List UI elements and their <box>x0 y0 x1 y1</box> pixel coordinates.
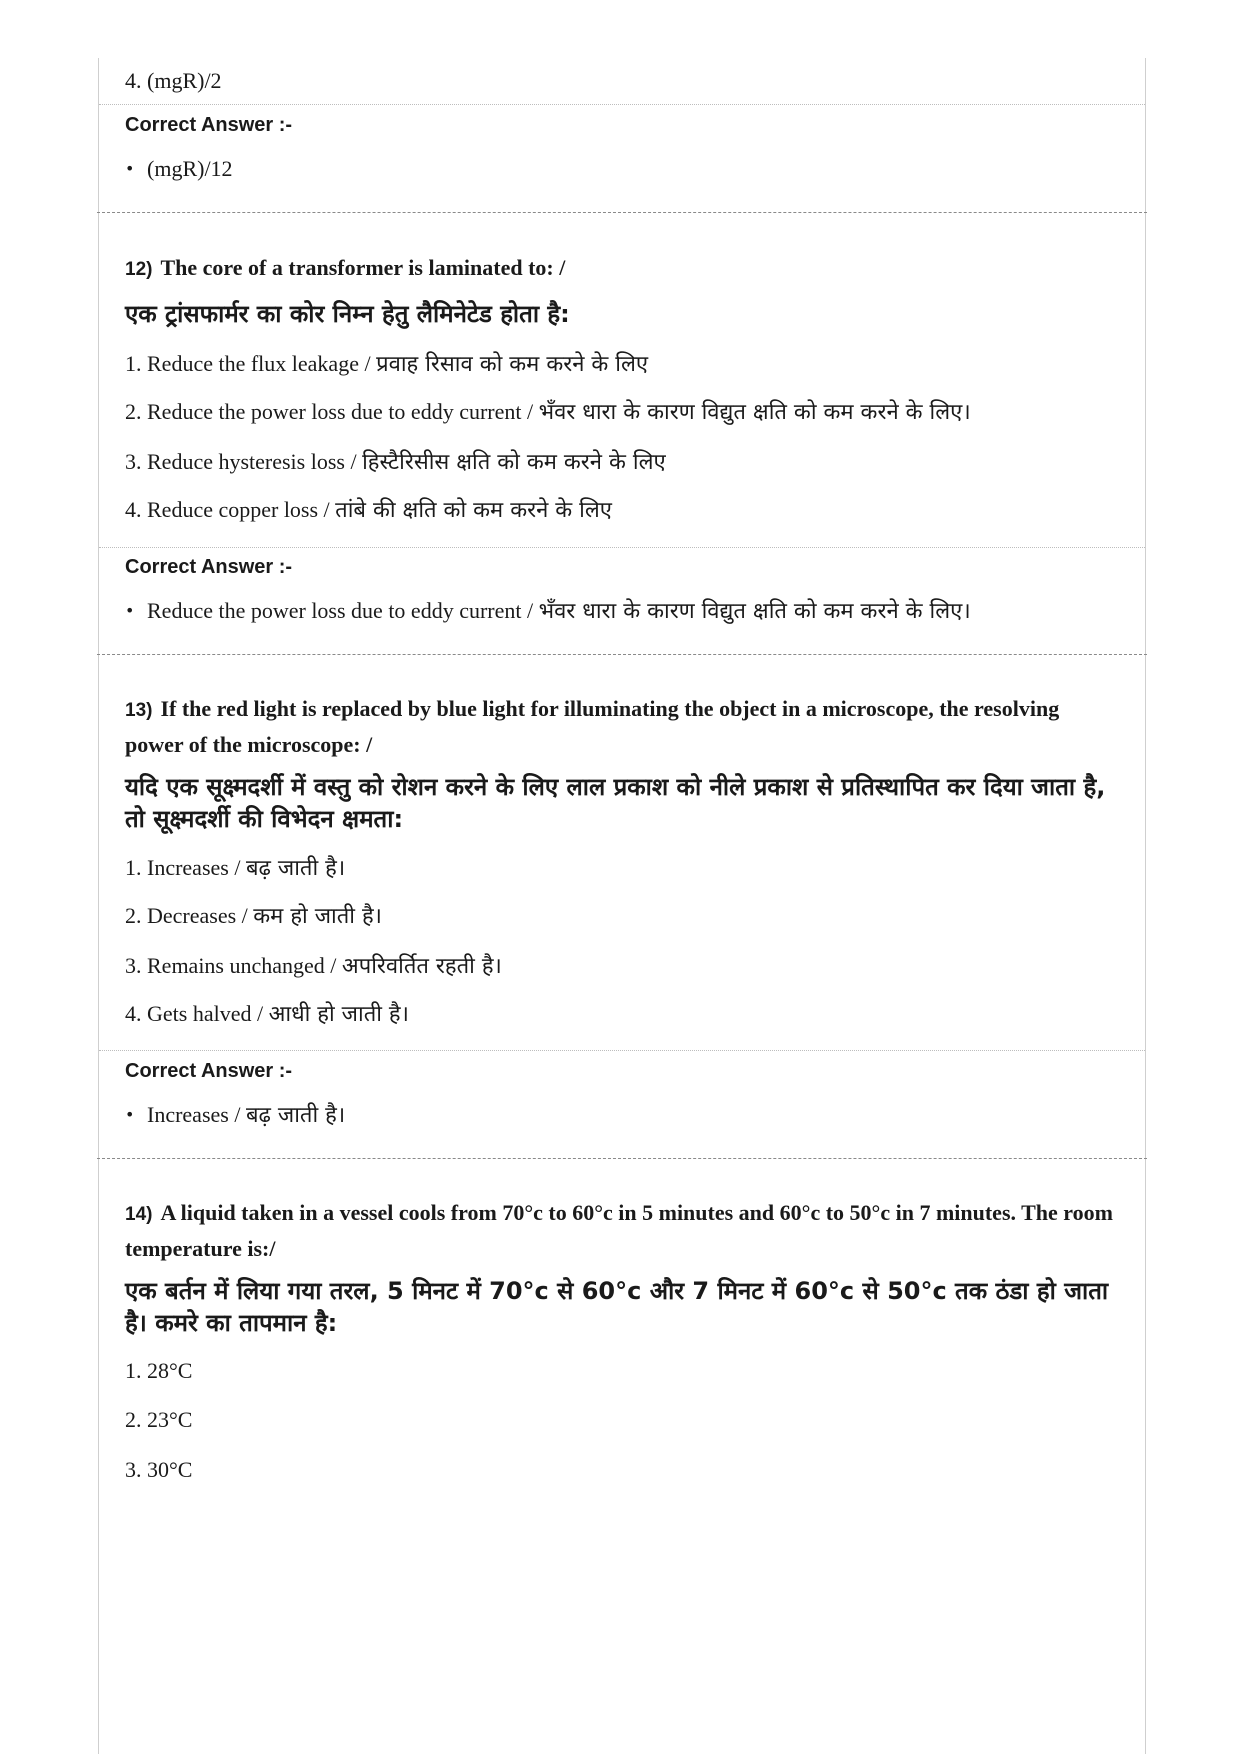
q13-option-3 <box>125 951 502 982</box>
q14-question-english-text: A liquid taken in a vessel cools from 70°c to 60°c in 5 minutes and 60°c to 50°c in 7 minutes. The room temperature is:/ <box>125 1200 1113 1261</box>
q14-number: 14) <box>125 1204 153 1225</box>
q13-option-2 <box>125 901 382 932</box>
q12-correct-answer-hi: भँवर धारा के कारण विद्युत क्षति को कम करने के लिए। <box>538 599 971 624</box>
q13-correct-answer-en: Increases / <box>147 1102 246 1127</box>
q13-option-1 <box>125 853 345 884</box>
q13-option-1-hi: बढ़ जाती है। <box>245 856 346 881</box>
q12-correct-answer <box>125 596 971 627</box>
q11-option-4 <box>125 66 222 96</box>
q12-correct-answer-en: Reduce the power loss due to eddy current / <box>147 598 539 623</box>
q12-option-4-hi: तांबे की क्षति को कम करने के लिए <box>335 498 612 523</box>
q11-options-divider <box>99 104 1145 105</box>
q12-option-2 <box>125 397 971 428</box>
q13-option-4 <box>125 999 409 1030</box>
q14-option-1: 1. 28°C <box>125 1358 193 1383</box>
q14-option-2: 2. 23°C <box>125 1407 193 1432</box>
q13-options-divider <box>99 1050 1145 1051</box>
q13-question-english-text: If the red light is replaced by blue light for illuminating the object in a microscope, the resolving power of the microscope: / <box>125 696 1060 757</box>
q12-option-1 <box>125 349 648 380</box>
q13-option-4-en: 4. Gets halved / <box>125 1001 269 1026</box>
q12-options-divider <box>99 547 1145 548</box>
q12-option-4 <box>125 495 612 526</box>
q13-option-4-hi: आधी हो जाती है। <box>268 1002 409 1027</box>
q11-correct-answer <box>125 154 233 184</box>
q12-option-1-en: 1. Reduce the flux leakage / <box>125 351 377 376</box>
bullet-icon: • <box>125 159 135 178</box>
q13-option-3-hi: अपरिवर्तित रहती है। <box>341 954 502 979</box>
q11-correct-answer-text: (mgR)/12 <box>147 156 233 181</box>
q12-question-english <box>125 251 1115 287</box>
question-paper-page <box>98 58 1146 1754</box>
q13-option-2-en: 2. Decreases / <box>125 903 254 928</box>
q14-option-3: 3. 30°C <box>125 1457 193 1482</box>
q12-question-english-text: The core of a transformer is laminated to: / <box>160 255 566 280</box>
q11-end-divider <box>97 212 1147 213</box>
bullet-icon: • <box>125 601 135 620</box>
q13-question-english <box>125 692 1115 762</box>
q12-option-1-hi: प्रवाह रिसाव को कम करने के लिए <box>376 352 649 377</box>
q13-option-3-en: 3. Remains unchanged / <box>125 953 342 978</box>
q12-question-hindi: एक ट्रांसफार्मर का कोर निम्न हेतु लैमिनेटेड होता है: <box>125 300 570 328</box>
q12-end-divider <box>97 654 1147 655</box>
q12-option-3-hi: हिस्टैरिसीस क्षति को कम करने के लिए <box>362 450 666 475</box>
q13-end-divider <box>97 1158 1147 1159</box>
q13-option-1-en: 1. Increases / <box>125 855 246 880</box>
q13-correct-answer <box>125 1100 345 1131</box>
q12-option-3-en: 3. Reduce hysteresis loss / <box>125 449 363 474</box>
q13-correct-answer-hi: बढ़ जाती है। <box>245 1103 346 1128</box>
q14-question-hindi: एक बर्तन में लिया गया तरल, 5 मिनट में 70°c से 60°c और 7 मिनट में 60°c से 50°c तक ठंडा हो जाता है। कमरे का तापमान है: <box>125 1277 1109 1337</box>
q13-question-hindi: यदि एक सूक्ष्मदर्शी में वस्तु को रोशन करने के लिए लाल प्रकाश को नीले प्रकाश से प्रतिस्थापित कर दिया जाता है, तो सूक्ष्मदर्शी की विभेदन क्षमता: <box>125 773 1106 833</box>
q12-correct-answer-label: Correct Answer :- <box>125 556 293 578</box>
q12-option-2-hi: भँवर धारा के कारण विद्युत क्षति को कम करने के लिए। <box>538 400 971 425</box>
bullet-icon: • <box>125 1105 135 1124</box>
q12-option-4-en: 4. Reduce copper loss / <box>125 497 336 522</box>
q11-option-4-text: 4. (mgR)/2 <box>125 68 222 93</box>
q14-question-english <box>125 1196 1115 1266</box>
q13-number: 13) <box>125 700 153 721</box>
q12-option-2-en: 2. Reduce the power loss due to eddy current / <box>125 399 539 424</box>
q13-option-2-hi: कम हो जाती है। <box>253 904 382 929</box>
q12-option-3 <box>125 447 666 478</box>
q12-number: 12) <box>125 259 153 280</box>
q13-correct-answer-label: Correct Answer :- <box>125 1060 293 1082</box>
q11-correct-answer-label: Correct Answer :- <box>125 114 293 136</box>
